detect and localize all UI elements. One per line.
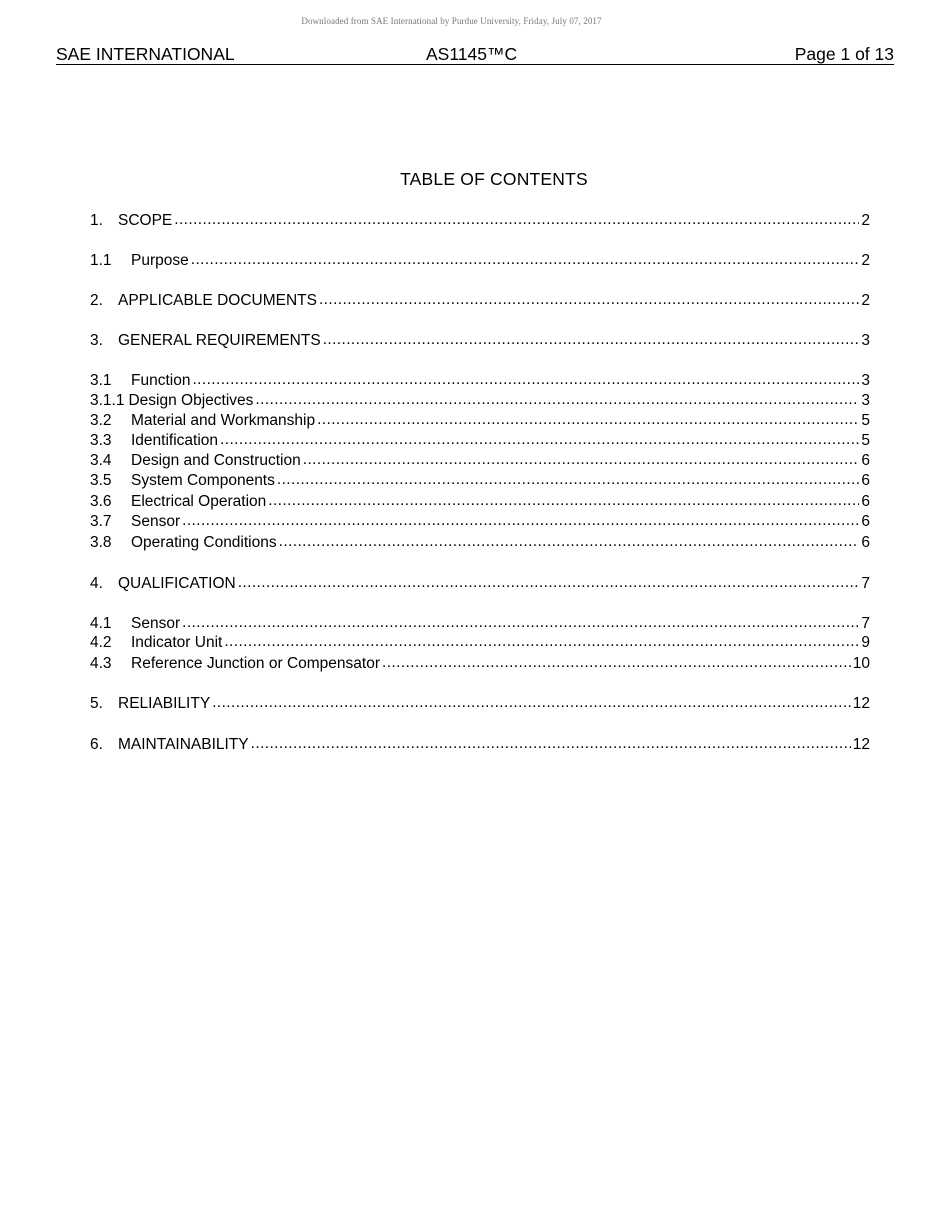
- dot-leader: [319, 290, 859, 310]
- toc-entry-page: 6: [861, 472, 870, 489]
- toc-entry-label: Purpose: [131, 252, 189, 269]
- dot-leader: [277, 470, 860, 490]
- dot-leader: [303, 450, 860, 470]
- toc-entry[interactable]: [90, 574, 870, 594]
- toc-entry-number: 6.: [90, 736, 103, 753]
- document-number: AS1145™C: [426, 44, 518, 64]
- toc-entry-page: 6: [861, 513, 870, 530]
- toc-entry-page: 2: [861, 252, 870, 269]
- toc-entry-number: 1.: [90, 212, 103, 229]
- toc-entry-label: System Components: [131, 472, 275, 489]
- toc-entry-number: 2.: [90, 292, 103, 309]
- toc-entry[interactable]: [90, 451, 870, 471]
- toc-entry-page: 6: [861, 493, 870, 510]
- toc-entry-label: RELIABILITY: [118, 695, 211, 712]
- toc-entry[interactable]: [90, 251, 870, 271]
- toc-entry[interactable]: [90, 694, 870, 714]
- toc-entry-page: 2: [861, 292, 870, 309]
- toc-entry[interactable]: [90, 633, 870, 653]
- dot-leader: [323, 330, 860, 350]
- toc-entry-page: 7: [861, 575, 870, 592]
- toc-entry[interactable]: [90, 471, 870, 491]
- toc-entry-page: 3: [861, 332, 870, 349]
- organization-name: SAE INTERNATIONAL: [56, 44, 235, 64]
- toc-entry-label: GENERAL REQUIREMENTS: [118, 332, 321, 349]
- toc-entry-page: 5: [861, 432, 870, 449]
- toc-entry-label: Design Objectives: [128, 392, 254, 409]
- toc-entry-number: 3.7: [90, 513, 112, 530]
- toc-entry-page: 5: [861, 412, 870, 429]
- page-header: [56, 44, 894, 65]
- dot-leader: [220, 430, 859, 450]
- toc-entry[interactable]: [90, 533, 870, 553]
- toc-entry-number: 4.: [90, 575, 103, 592]
- download-watermark: Downloaded from SAE International by Purdue University, Friday, July 07, 2017: [301, 16, 602, 26]
- toc-entry-label: Identification: [131, 432, 219, 449]
- toc-entry-number: 4.2: [90, 634, 112, 651]
- dot-leader: [238, 573, 860, 593]
- toc-entry-number: 3.1.1: [90, 392, 125, 409]
- toc-entry[interactable]: [90, 291, 870, 311]
- toc-entry-number: 3.: [90, 332, 103, 349]
- toc-entry-number: 3.5: [90, 472, 112, 489]
- dot-leader: [317, 410, 859, 430]
- toc-title: TABLE OF CONTENTS: [400, 169, 588, 189]
- toc-entry-page: 3: [861, 392, 870, 409]
- toc-entry-number: 3.6: [90, 493, 112, 510]
- toc-entry-label: Operating Conditions: [131, 534, 277, 551]
- toc-entry[interactable]: [90, 391, 870, 411]
- toc-entry-label: Material and Workmanship: [131, 412, 316, 429]
- toc-entry[interactable]: [90, 614, 870, 634]
- toc-entry-label: Indicator Unit: [131, 634, 223, 651]
- toc-entry-label: Reference Junction or Compensator: [131, 655, 380, 672]
- toc-entry-label: Design and Construction: [131, 452, 301, 469]
- toc-entry-label: Function: [131, 372, 191, 389]
- toc-entry-label: Electrical Operation: [131, 493, 267, 510]
- toc-entry-number: 3.2: [90, 412, 112, 429]
- toc-entry-page: 2: [861, 212, 870, 229]
- dot-leader: [182, 613, 859, 633]
- toc-entry-label: APPLICABLE DOCUMENTS: [118, 292, 317, 309]
- toc-entry-page: 3: [861, 372, 870, 389]
- toc-entry-number: 3.8: [90, 534, 112, 551]
- toc-entry[interactable]: [90, 492, 870, 512]
- dot-leader: [191, 250, 860, 270]
- dot-leader: [279, 532, 860, 552]
- toc-entry-number: 3.3: [90, 432, 112, 449]
- toc-entry-number: 5.: [90, 695, 103, 712]
- dot-leader: [255, 390, 859, 410]
- dot-leader: [182, 511, 859, 531]
- toc-entry[interactable]: [90, 371, 870, 391]
- toc-entry-label: QUALIFICATION: [118, 575, 236, 592]
- toc-entry-page: 9: [861, 634, 870, 651]
- toc-entry-page: 12: [852, 695, 870, 712]
- toc-entry-label: MAINTAINABILITY: [118, 736, 249, 753]
- dot-leader: [251, 734, 851, 754]
- toc-entry-number: 4.3: [90, 655, 112, 672]
- toc-entry-number: 4.1: [90, 615, 112, 632]
- toc-entry[interactable]: [90, 431, 870, 451]
- toc-entry-label: Sensor: [131, 513, 181, 530]
- toc-entry-number: 3.1: [90, 372, 112, 389]
- toc-entry-label: SCOPE: [118, 212, 173, 229]
- toc-entry[interactable]: [90, 654, 870, 674]
- toc-entry-page: 7: [861, 615, 870, 632]
- toc-entry[interactable]: [90, 512, 870, 532]
- dot-leader: [192, 370, 859, 390]
- toc-entry[interactable]: [90, 411, 870, 431]
- toc-entry[interactable]: [90, 331, 870, 351]
- dot-leader: [382, 653, 851, 673]
- toc-entry[interactable]: [90, 735, 870, 755]
- toc-entry-number: 1.1: [90, 252, 112, 269]
- toc-entry[interactable]: [90, 211, 870, 231]
- toc-entry-page: 6: [861, 452, 870, 469]
- toc-entry-label: Sensor: [131, 615, 181, 632]
- dot-leader: [174, 210, 859, 230]
- toc-entry-page: 12: [852, 736, 870, 753]
- page-indicator: Page 1 of 13: [794, 44, 894, 64]
- dot-leader: [268, 491, 859, 511]
- dot-leader: [224, 632, 859, 652]
- toc-entry-page: 6: [861, 534, 870, 551]
- dot-leader: [212, 693, 851, 713]
- toc-entry-page: 10: [852, 655, 870, 672]
- toc-entry-number: 3.4: [90, 452, 112, 469]
